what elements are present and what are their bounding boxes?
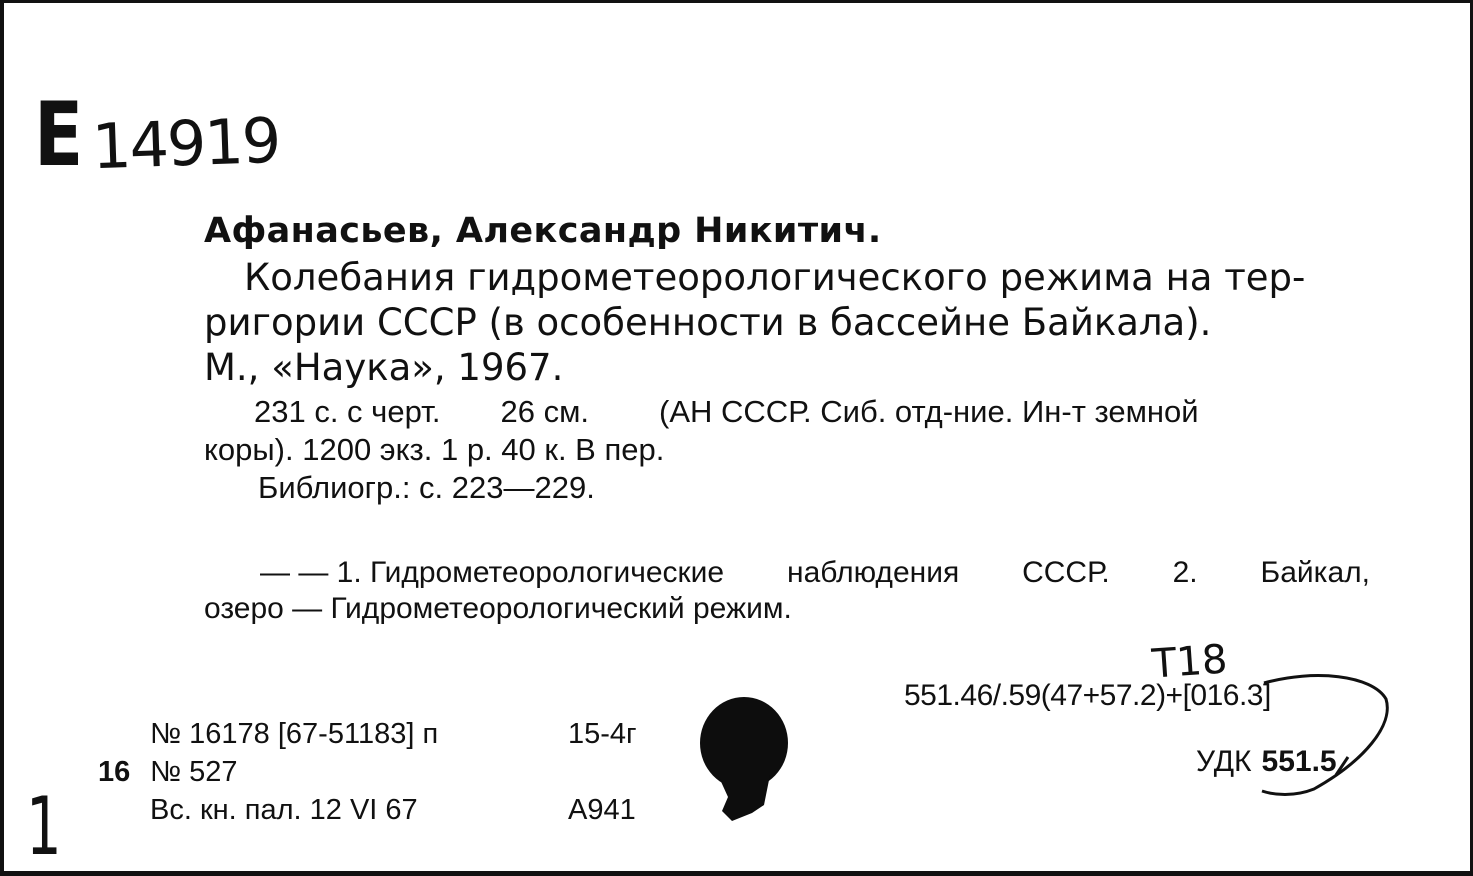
handwritten-arc-mark	[1254, 665, 1394, 805]
title-line-1-part: на	[1165, 256, 1213, 299]
description-line-1	[204, 393, 1372, 431]
title-block	[204, 255, 1374, 390]
udc-label: УДК	[1196, 745, 1252, 778]
subject-part: 2.	[1172, 556, 1198, 589]
subject-part: Байкал,	[1260, 556, 1370, 589]
title-line-1-part: Колебания гидрометеорологического режима	[244, 256, 1154, 299]
bibliography-note: Библиогр.: с. 223—229.	[258, 470, 595, 505]
title-line-1-part: тер-	[1224, 256, 1306, 299]
title-line-2-part: ригории СССР (в особенности	[204, 301, 785, 344]
title-line-2-part: бассейне	[830, 301, 1010, 344]
title-line-2-part: Байкала).	[1021, 301, 1212, 344]
subject-line-2: озеро — Гидрометеорологический режим.	[204, 592, 792, 625]
call-number-handwritten: 14919	[90, 103, 281, 184]
call-number	[34, 83, 281, 186]
subject-part: СССР.	[1022, 556, 1110, 589]
meta-number: № 527	[150, 756, 238, 788]
udc-value: 551.5	[1261, 745, 1337, 778]
meta-row-2	[98, 753, 438, 791]
title-line-2-part: в	[796, 301, 819, 344]
order-code: 15-4г	[568, 718, 637, 750]
chamber-code: А941	[568, 794, 636, 826]
classification-code: 551.46/.59(47+57.2)+[016.3]	[904, 679, 1271, 712]
book-chamber: Вс. кн. пал. 12 VI 67	[150, 794, 418, 826]
printing-info	[98, 715, 637, 829]
meta-row-3	[150, 791, 636, 829]
subject-part: наблюдения	[787, 556, 960, 589]
punch-hole	[696, 697, 796, 829]
title-line-2	[204, 300, 1374, 345]
meta-prefix: 16	[98, 756, 131, 788]
subject-part: — — 1. Гидрометеорологические	[260, 556, 725, 589]
subject-line-1	[204, 555, 1370, 591]
handwritten-note: Т18	[1150, 636, 1229, 688]
order-number: № 16178 [67-51183] п	[150, 718, 439, 750]
series-start: (АН СССР. Сиб. отд-ние. Ин-т земной	[659, 394, 1199, 429]
subject-headings	[204, 555, 1370, 627]
title-line-1	[204, 255, 1374, 300]
call-series-letter: Е	[34, 83, 84, 186]
pages: 231 с. с черт.	[254, 394, 441, 429]
meta-row-1	[150, 715, 637, 753]
author-heading: Афанасьев, Александр Никитич.	[204, 211, 882, 251]
imprint-line: М., «Наука», 1967.	[204, 346, 564, 389]
size: 26 см.	[500, 394, 590, 429]
physical-description	[204, 393, 1372, 507]
margin-handwritten-number: 1	[26, 780, 62, 873]
description-line-2: коры). 1200 экз. 1 р. 40 к. В пер.	[204, 432, 665, 467]
